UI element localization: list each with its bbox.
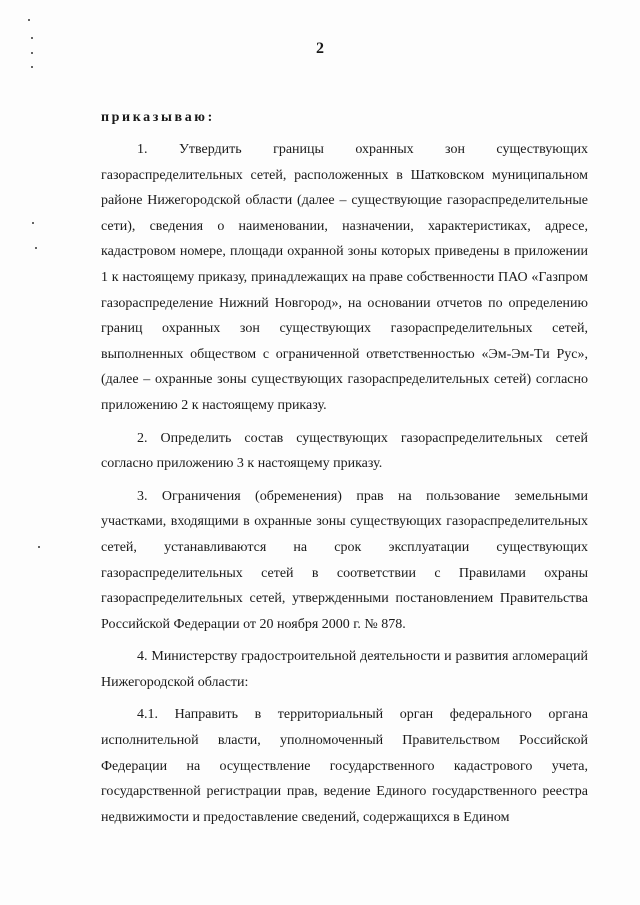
scan-speck bbox=[31, 66, 33, 68]
page-number: 2 bbox=[316, 40, 324, 57]
paragraph-2: 2. Определить состав существующих газораспределительных сетей согласно приложению 3 к настоящему приказу. bbox=[101, 430, 588, 472]
scan-speck bbox=[31, 37, 33, 39]
scan-speck bbox=[35, 247, 37, 249]
document-body bbox=[101, 137, 588, 837]
paragraph-4-1: 4.1. Направить в территориальный орган федерального органа исполнительной власти, уполномоченный Правительством Российской Федерации на осуществление государственного кадастрового учета, государственной регистрации прав, ведение Единого государственного реестра недвижимости и предоставление сведений, содержащихся в Едином bbox=[101, 707, 588, 825]
paragraph-4: 4. Министерству градостроительной деятельности и развития агломераций Нижегородской области: bbox=[101, 649, 588, 690]
order-heading: приказываю: bbox=[101, 110, 215, 125]
scan-speck bbox=[32, 222, 34, 224]
scan-speck bbox=[28, 19, 30, 21]
paragraph-1: 1. Утвердить границы охранных зон существующих газораспределительных сетей, расположенных в Шатковском муниципальном районе Нижегородской области (далее – существующие газораспределительные сети), сведения о наименовании, назначении, характеристиках, адресе, кадастровом номере, площади охранной зоны которых приведены в приложении 1 к настоящему приказу, принадлежащих на праве собственности ПАО «Газпром газораспределение Нижний Новгород», на основании отчетов по определению границ охранных зон существующих газораспределительных сетей, выполненных обществом с ограниченной ответственностью «Эм-Эм-Ти Рус», (далее – охранные зоны существующих газораспределительных сетей) согласно приложению 2 к настоящему приказу. bbox=[101, 142, 588, 413]
paragraph-3: 3. Ограничения (обременения) прав на пользование земельными участками, входящими в охранные зоны существующих газораспределительных сетей, устанавливаются на срок эксплуатации существующих газораспределительных сетей в соответствии с Правилами охраны газораспределительных сетей, утвержденными постановлением Правительства Российской Федерации от 20 ноября 2000 г. № 878. bbox=[101, 488, 588, 632]
scan-speck bbox=[38, 546, 40, 548]
